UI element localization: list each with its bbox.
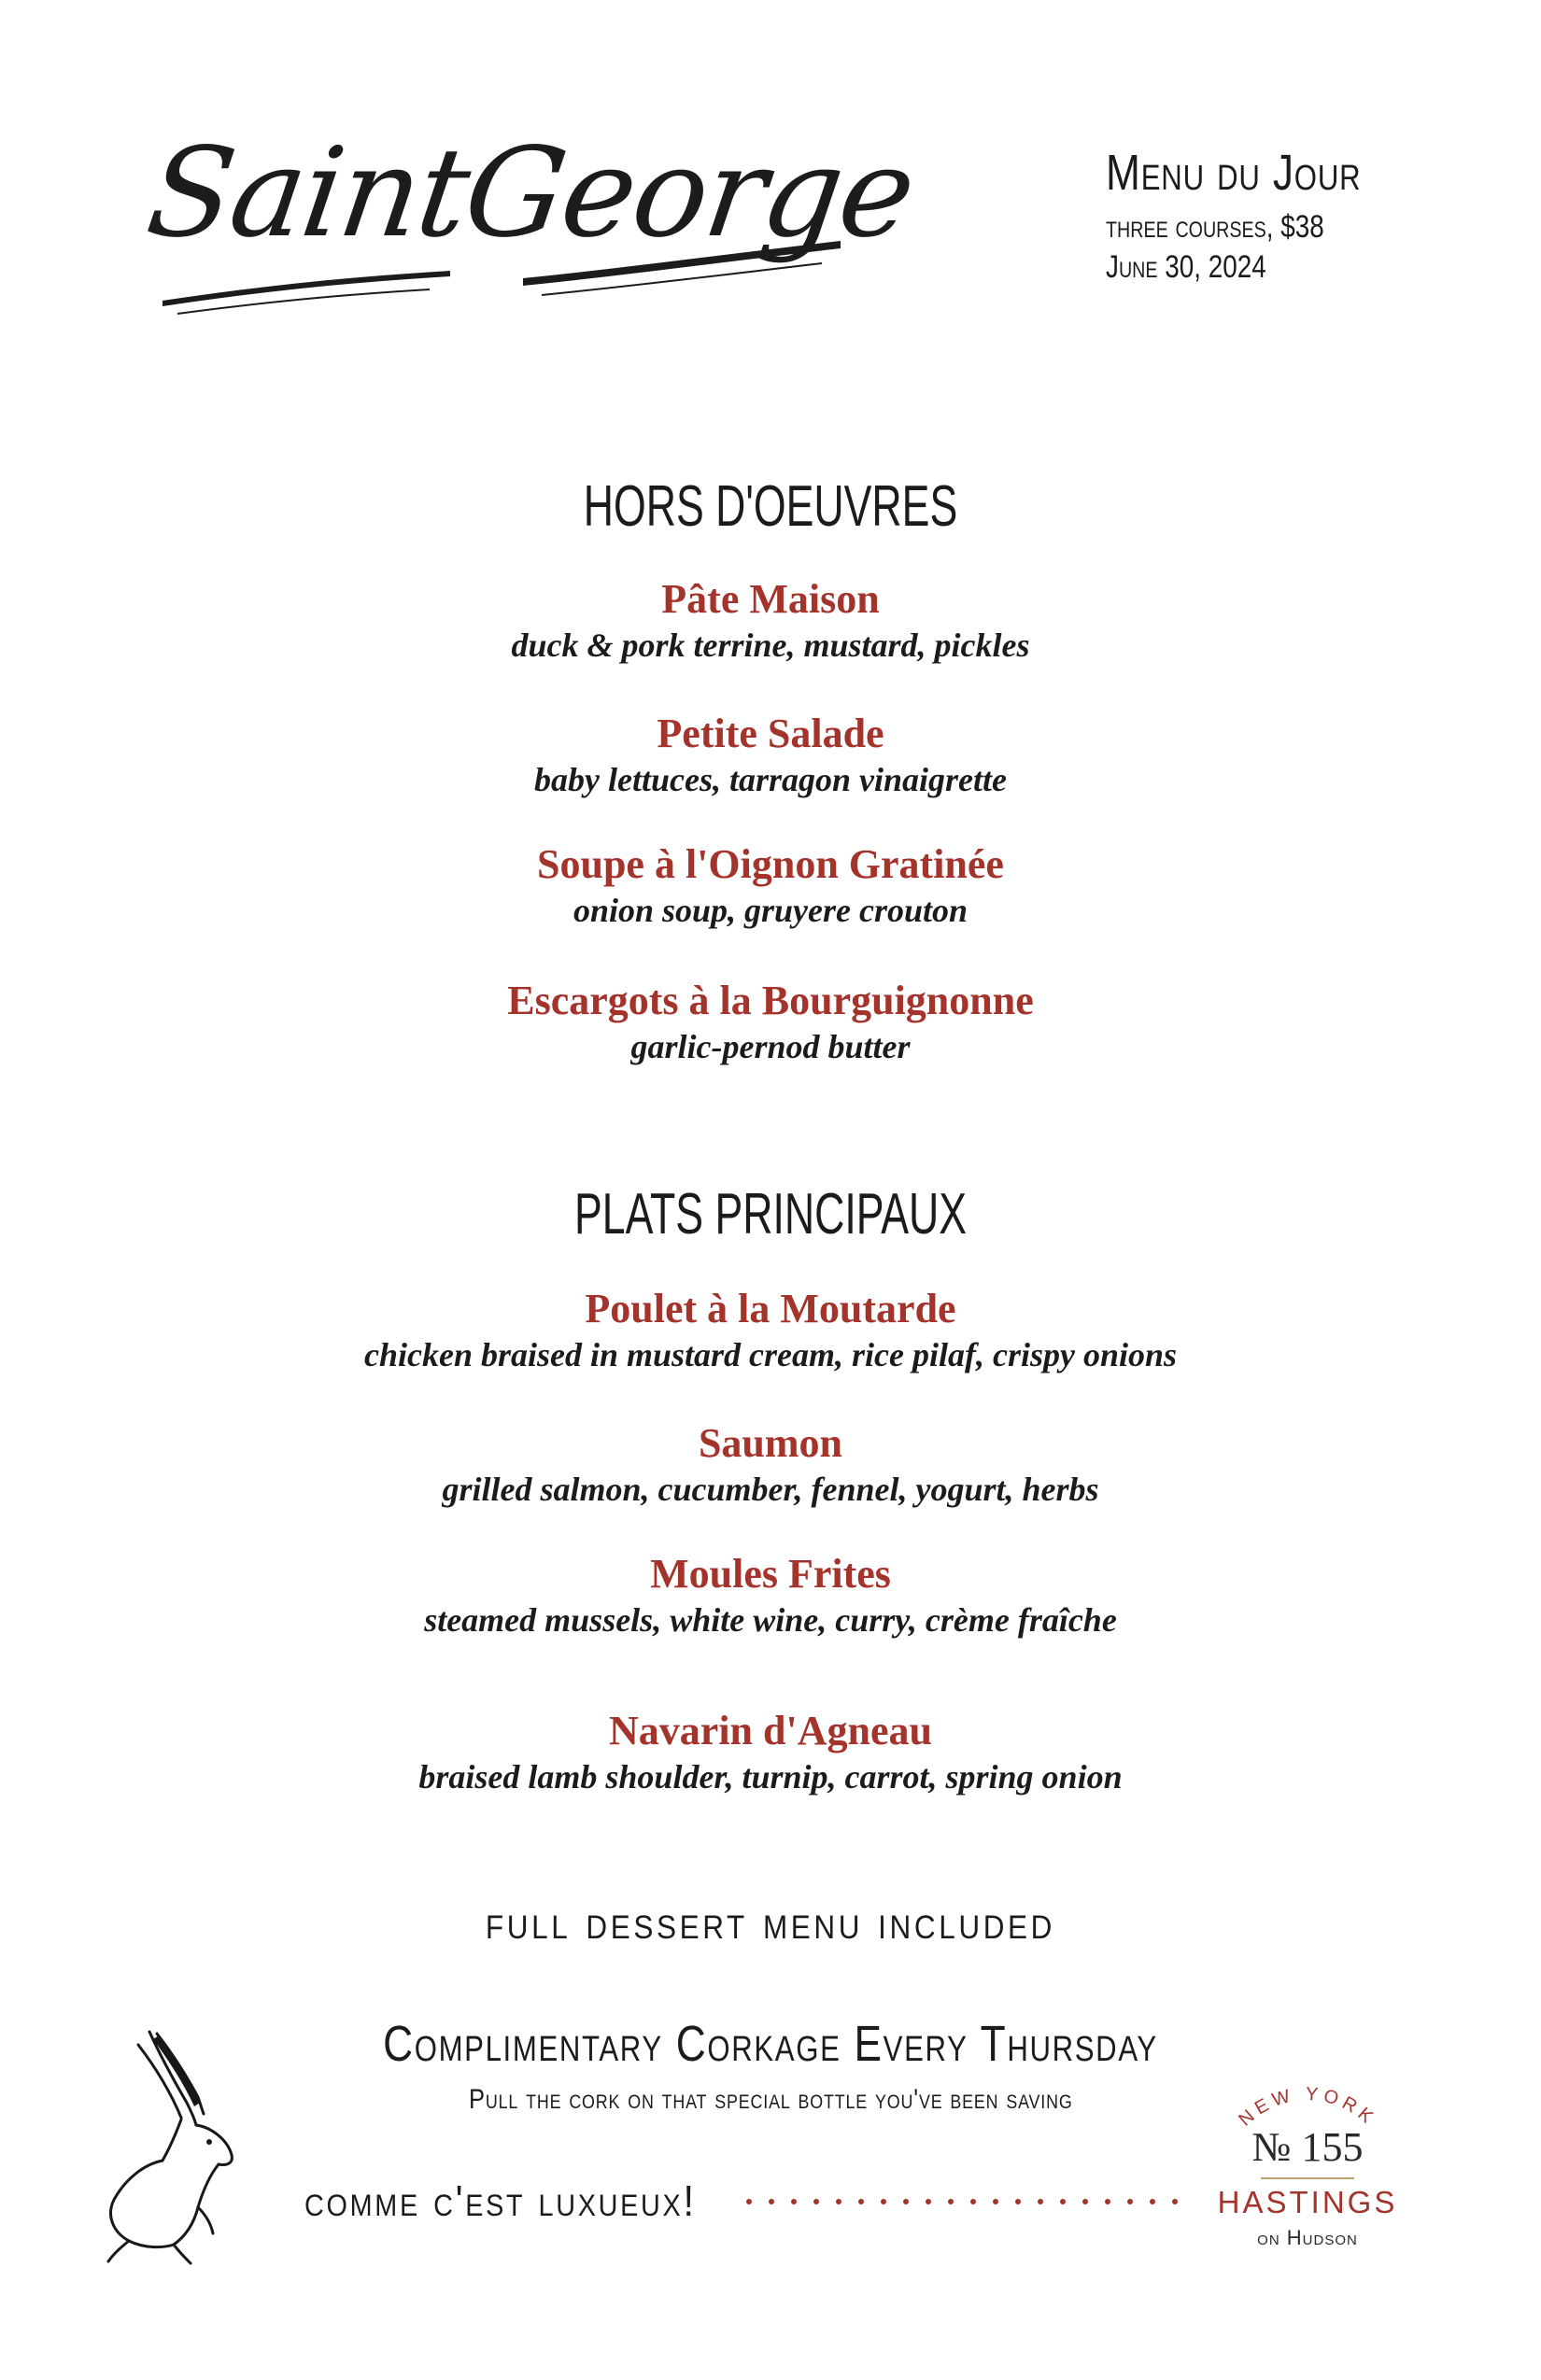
dish-item — [0, 842, 1541, 932]
dish-name: Moules Frites — [650, 1551, 891, 1597]
menu-date: June 30, 2024 — [1106, 248, 1266, 285]
dish-desc: steamed mussels, white wine, curry, crème fraîche — [424, 1601, 1117, 1640]
dish-name: Poulet à la Moutarde — [585, 1286, 956, 1331]
dotted-leader — [745, 2176, 1184, 2213]
dish-item — [0, 1709, 1541, 1798]
address-badge — [1214, 2078, 1401, 2265]
logo-text: SaintGeorge — [139, 121, 922, 265]
corkage-title: Complimentary Corkage Every Thursday — [383, 2016, 1158, 2072]
dish-desc: baby lettuces, tarragon vinaigrette — [534, 761, 1007, 799]
dish-name: Pâte Maison — [661, 576, 880, 622]
badge-city: HASTINGS — [1217, 2185, 1398, 2219]
dish-item — [0, 1421, 1541, 1511]
dish-item — [0, 577, 1541, 667]
dish-item — [0, 711, 1541, 801]
rabbit-icon — [101, 2024, 269, 2267]
dish-desc: grilled salmon, cucumber, fennel, yogurt, herbs — [442, 1471, 1099, 1509]
menu-title: Menu du Jour — [1106, 145, 1362, 201]
logo-underline-icon — [149, 121, 859, 336]
dish-desc: onion soup, gruyere crouton — [573, 892, 968, 930]
menu-price: three courses, $38 — [1106, 209, 1324, 245]
dish-desc: braised lamb shoulder, turnip, carrot, spring onion — [418, 1758, 1123, 1796]
dish-desc: garlic-pernod butter — [630, 1028, 911, 1066]
corkage-subtitle: Pull the cork on that special bottle you've been saving — [468, 2084, 1073, 2115]
badge-number: № 155 — [1251, 2124, 1364, 2170]
dish-name: Petite Salade — [657, 711, 884, 756]
dish-desc: duck & pork terrine, mustard, pickles — [511, 627, 1030, 665]
section-title-plats-principaux: PLATS PRINCIPAUX — [573, 1182, 968, 1246]
dish-name: Soupe à l'Oignon Gratinée — [537, 841, 1004, 887]
luxe-tagline: comme c'est luxueux! — [304, 2176, 697, 2225]
badge-subtitle: on Hudson — [1257, 2226, 1358, 2249]
menu-header — [1106, 145, 1498, 287]
dish-name: Escargots à la Bourguignonne — [507, 978, 1034, 1023]
dish-item — [0, 979, 1541, 1068]
dish-name: Saumon — [698, 1420, 843, 1466]
badge-top-text: NEW YORK — [1235, 2083, 1380, 2131]
badge-divider — [1261, 2177, 1354, 2179]
dish-item — [0, 1552, 1541, 1641]
dish-item — [0, 1287, 1541, 1376]
dish-desc: chicken braised in mustard cream, rice pilaf, crispy onions — [363, 1336, 1177, 1374]
logo — [139, 121, 922, 336]
dessert-note: full dessert menu included — [485, 1896, 1056, 1949]
section-title-hors-doeuvres: HORS D'OEUVRES — [583, 474, 958, 539]
dish-name: Navarin d'Agneau — [609, 1708, 932, 1753]
